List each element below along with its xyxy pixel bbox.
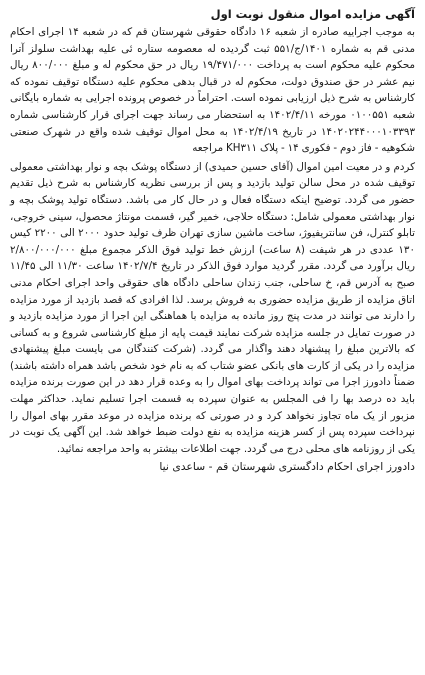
notice-signature: دادورز اجرای احکام دادگستری شهرستان قم - ساعدی نیا: [159, 460, 415, 474]
notice-paragraph-1: به موجب اجراییه صادره از شعبه ۱۶ دادگاه حقوقی شهرستان قم که در شعبه ۱۴ اجرای احکام مدنی قم به شماره ۱۴۰۱/ج/۵۵۱ ثبت گردیده له معصومه ستاره ئی علیه بهداشت سلولز آترا محکوم علیه محکوم است به پرداخت ۱۹/۴۷۱/۰۰۰ ریال در حق محکوم له و مبلغ ۸۰۰/۰۰۰ ریال نیم عشر در حق صندوق دولت، محکوم له در قبال بدهی محکوم علیه دستگاه توقیف نموده که کارشناس به شرح ذیل ارزیابی نموده است. احتراماً در خصوص پرونده اجرایی به شماره بایگانی شعبه ۰۱۰۰۵۵۱ مورخه ۱۴۰۲/۴/۱۱ به استحضار می رساند جهت اجرای قرار کارشناسی شماره ۱۴۰۲۰۲۴۴۰۰۰۱۰۳۳۹۳ در تاریخ ۱۴۰۲/۴/۱۹ به محل اموال توقیف شده واقع در شهرک صنعتی شکوهیه - فاز دوم - فکوری ۱۴ - پلاک KH۳۱۱ مراجعه: [10, 26, 415, 155]
notice-title: آگهی مزایده اموال منقول نوبت اول: [210, 7, 415, 21]
notice-paragraph-2: کردم و در معیت امین اموال (آقای حسین حمیدی) از دستگاه پوشک بچه و نوار بهداشتی معمولی توقیف شده در محل سالن تولید بازدید و پس از بررسی نظریه کارشناس به شرح ذیل تقدیم حضور می گردد. توضیح اینکه دستگاه فعال و در حال کار می باشد. دستگاه تولید پوشک بچه و نوار بهداشتی معمولی شامل: دستگاه حلاجی، خمیر گیر، قسمت مونتاژ محصول، سینی خروجی، تابلو کنترل، فن سانتریفیوژ، ساخت ماشین سازی تهران ظرف تولید حدود ۲۰۰۰ الی ۲۲۰۰ کیس ۱۳۰ عددی در هر شیفت (۸ ساعت) ارزش خط تولید فوق الذکر مجموع مبلغ ۲/۸۰۰/۰۰۰/۰۰۰ ریال برآورد می گردد. مقرر گردید موارد فوق الذکر در تاریخ ۱۴۰۲/۷/۴ ساعت ۱۱/۳۰ الی ۱۱/۴۵ صبح به آدرس قم، خ ساحلی، جنب زندان ساحلی دادگاه های حقوقی واحد اجرای احکام مدنی اتاق مزایده از طریق مزایده حضوری به فروش برسد. لذا افرادی که قصد بازدید از مورد مزایده را دارند می توانند در مدت پنج روز مانده به مزایده با هماهنگی این اجرا از مورد مزایده بازدید و در صورت تمایل در جلسه مزایده شرکت نمایند قیمت پایه از مبلغ کارشناسی شروع و به کسانی که بالاترین مبلغ را پیشنهاد دهند واگذار می گردد. (شرکت کنندگان می بایست مبلغ پیشنهادی مزایده را در یکی از کارت های بانکی عضو شتاب که به نام خود شخص باشد همراه داشته باشند) ضمناً دادورز اجرا می تواند پرداخت بهای اموال را به وعده قرار دهد در این صورت برنده مزایده باید ده درصد بها را فی المجلس به عنوان سپرده به قسمت اجرا تسلیم نماید. حداکثر مهلت مزبور از یک ماه تجاوز نخواهد کرد و در صورتی که برنده مزایده در موعد مقرر بهای اموال را نپرداخت سپرده پس از کسر هزینه مزایده به نفع دولت ضبط خواهد شد. این آگهی یک نوبت در یکی از روزنامه های محلی درج می گردد. جهت اطلاعات بیشتر به واحد مراجعه نمائید.: [10, 160, 415, 455]
